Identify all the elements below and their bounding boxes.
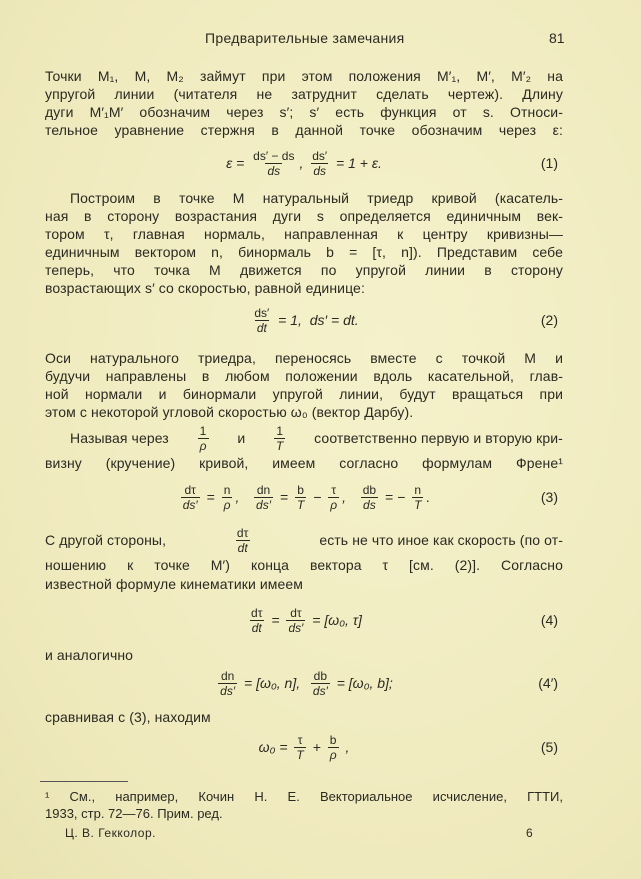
fraction bbox=[328, 483, 339, 512]
fraction bbox=[235, 526, 251, 555]
text-line: Точки M₁, M, M₂ займут при этом положения M′₁, M′, M′₂ на bbox=[45, 68, 563, 84]
fraction bbox=[222, 483, 233, 512]
text-line: визну (кручение) кривой, имеем согласно формулам Френе¹ bbox=[45, 455, 563, 471]
fraction bbox=[295, 483, 306, 512]
text-line: сравнивая с (3), находим bbox=[45, 709, 211, 725]
fraction bbox=[254, 483, 273, 512]
text-line: теперь, что точка M движется по упругой линии в сторону bbox=[45, 262, 563, 278]
fraction-numerator: db bbox=[362, 482, 377, 497]
fraction-numerator: b bbox=[329, 732, 337, 747]
running-title: Предварительные замечания bbox=[205, 30, 405, 46]
text-line: тором τ, главная нормаль, направленная к центру кривизны— bbox=[45, 226, 563, 242]
math-text: , bbox=[341, 739, 350, 755]
fraction-denominator: ds bbox=[363, 497, 376, 512]
fraction bbox=[274, 424, 285, 453]
fraction-denominator: T bbox=[414, 497, 422, 512]
fraction-denominator: ds bbox=[313, 163, 327, 178]
text-line: и аналогично bbox=[45, 647, 134, 663]
math-text: соответственно первую и вторую кри- bbox=[314, 429, 563, 446]
fraction bbox=[311, 669, 330, 698]
math-text: Называя через bbox=[70, 429, 169, 446]
fraction-denominator: ds′ bbox=[182, 497, 198, 512]
fraction-denominator: ds′ bbox=[256, 497, 271, 512]
equation-number: (4) bbox=[540, 612, 558, 628]
fraction-numerator: dτ bbox=[290, 605, 302, 620]
text-line: возрастающих s′ со скоростью, равной единице: bbox=[45, 280, 365, 296]
math-text: = 1 + ε. bbox=[332, 155, 382, 171]
text-line: Оси натурального триедра, переносясь вместе с точкой M и bbox=[45, 350, 563, 366]
fraction-denominator: ds′ bbox=[288, 620, 304, 635]
math-text: = [ω₀, τ] bbox=[308, 612, 362, 628]
fraction-numerator: b bbox=[297, 482, 304, 497]
math-text: = bbox=[275, 489, 292, 505]
equation-5 bbox=[45, 730, 563, 764]
math-text: ε = bbox=[226, 155, 249, 171]
page-number: 81 bbox=[549, 30, 565, 46]
text-line: единичным вектором n, бинормаль b = [τ, n]). Представим себе bbox=[45, 244, 563, 260]
math-text: С другой стороны, bbox=[45, 531, 167, 548]
fraction-denominator: ρ bbox=[330, 497, 338, 512]
fraction-numerator: 1 bbox=[199, 423, 207, 438]
text-line: тельное уравнение стержня в данной точке обозначим через ε: bbox=[45, 122, 563, 138]
math-text: , bbox=[342, 489, 358, 505]
fraction-numerator: ds′ − ds bbox=[253, 148, 295, 163]
fraction-denominator: dt bbox=[237, 540, 248, 555]
fraction-denominator: ds′ bbox=[220, 683, 236, 698]
fraction-numerator: dτ bbox=[251, 605, 263, 620]
text-line: этом с некоторой угловой скоростью ω₀ (вектор Дарбу). bbox=[45, 404, 414, 420]
math-text: есть не что иное как скорость (по от- bbox=[319, 531, 563, 548]
fraction-numerator: dτ bbox=[184, 482, 196, 497]
math-text: , bbox=[235, 489, 252, 505]
equation-4 bbox=[45, 603, 563, 637]
math-text: − bbox=[309, 489, 326, 505]
fraction-denominator: T bbox=[296, 747, 304, 762]
fraction-numerator: n bbox=[223, 482, 231, 497]
fraction-denominator: ds′ bbox=[312, 683, 328, 698]
math-text: ω₀ = bbox=[258, 739, 292, 755]
fraction bbox=[286, 606, 305, 635]
text-line: дуги M′₁M′ обозначим через s′; s′ есть функция от s. Относи- bbox=[45, 104, 563, 120]
fraction bbox=[294, 733, 305, 762]
footnote-line: 1933, стр. 72—76. Прим. ред. bbox=[45, 806, 223, 821]
fraction-denominator: dt bbox=[256, 320, 267, 335]
text-line-with-fractions bbox=[70, 423, 563, 453]
math-text: и bbox=[237, 429, 246, 446]
math-text: = [ω₀, n], bbox=[240, 675, 308, 691]
text-line: ной нормали и бинормали упругой линии, будут вращаться при bbox=[45, 386, 563, 402]
fraction-numerator: τ bbox=[297, 732, 303, 747]
fraction-denominator: dt bbox=[251, 620, 262, 635]
text-line: упругой линии (читателя не затруднит сделать чертеж). Длину bbox=[45, 86, 563, 102]
equation-2 bbox=[45, 303, 563, 337]
printer-signature: Ц. В. Гекколор. bbox=[65, 826, 156, 840]
fraction bbox=[310, 149, 329, 178]
fraction-numerator: dn bbox=[256, 482, 271, 497]
running-header bbox=[0, 30, 641, 47]
fraction bbox=[249, 606, 264, 635]
text-line: ношению к точке M′) конца вектора τ [см. (2)]. Согласно bbox=[45, 557, 563, 573]
sheet-number: 6 bbox=[526, 826, 533, 840]
fraction bbox=[252, 306, 271, 335]
fraction-denominator: ρ bbox=[223, 497, 231, 512]
fraction bbox=[251, 149, 296, 178]
math-text: = bbox=[202, 489, 219, 505]
text-line: известной формуле кинематики имеем bbox=[45, 576, 304, 592]
fraction-numerator: 1 bbox=[276, 423, 284, 438]
fraction-numerator: n bbox=[414, 482, 422, 497]
math-text: + bbox=[308, 739, 325, 755]
equation-number: (3) bbox=[540, 489, 558, 505]
fraction-denominator: ρ bbox=[199, 438, 207, 453]
fraction-denominator: ρ bbox=[329, 747, 337, 762]
math-text: . bbox=[426, 489, 431, 505]
fraction bbox=[328, 733, 339, 762]
equation-number: (1) bbox=[540, 155, 558, 171]
fraction-denominator: T bbox=[275, 438, 284, 453]
fraction-numerator: dτ bbox=[236, 525, 249, 540]
fraction bbox=[218, 669, 237, 698]
fraction-numerator: dn bbox=[220, 668, 235, 683]
footnote-line: ¹ См., например, Кочин Н. Е. Векториальное исчисление, ГТТИ, bbox=[45, 789, 563, 804]
footnote-rule bbox=[40, 781, 128, 782]
text-line: будучи направлены в любом положении вдоль касательной, глав- bbox=[45, 368, 563, 384]
equation-number: (2) bbox=[540, 312, 558, 328]
math-text: = 1, ds′ = dt. bbox=[274, 312, 359, 328]
fraction-numerator: db bbox=[313, 668, 328, 683]
equation-1 bbox=[45, 146, 563, 180]
math-text: = − bbox=[381, 489, 410, 505]
math-text: = bbox=[267, 612, 284, 628]
math-text: = [ω₀, b]; bbox=[332, 675, 393, 691]
fraction bbox=[181, 483, 200, 512]
equation-number: (4′) bbox=[538, 675, 558, 691]
fraction bbox=[198, 424, 209, 453]
math-text: , bbox=[299, 155, 308, 171]
text-line-with-fractions bbox=[45, 525, 563, 555]
text-line: ная в сторону возрастания дуги s определяется единичным век- bbox=[45, 208, 563, 224]
equation-number: (5) bbox=[540, 739, 558, 755]
fraction bbox=[361, 483, 378, 512]
fraction-numerator: τ bbox=[331, 482, 337, 497]
fraction-numerator: ds′ bbox=[254, 305, 270, 320]
fraction-numerator: ds′ bbox=[312, 148, 328, 163]
equation-4-prime bbox=[45, 666, 563, 700]
fraction bbox=[412, 483, 423, 512]
equation-3 bbox=[45, 480, 563, 514]
text-line: Построим в точке M натуральный триедр кривой (касатель- bbox=[70, 190, 563, 206]
fraction-denominator: T bbox=[296, 497, 305, 512]
fraction-denominator: ds bbox=[267, 163, 281, 178]
